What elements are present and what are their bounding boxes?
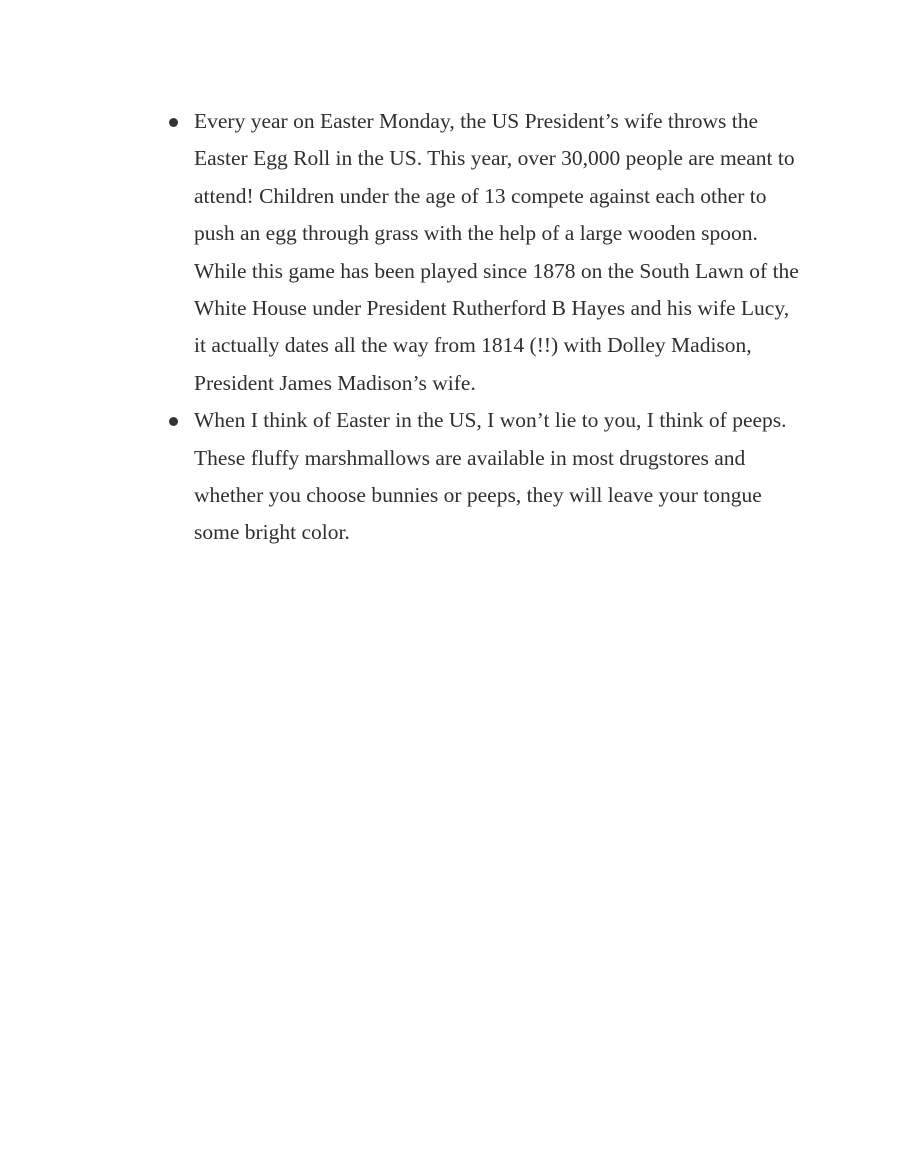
list-item-text: Every year on Easter Monday, the US President’s wife throws the Easter Egg Roll in the US. This year, over 30,000 people are meant to attend! Children under the age of 13 compete against each other to push an egg through grass with the help of a large wooden spoon. While this game has been played since 1878 on the South Lawn of the White House under President Rutherford B Hayes and his wife Lucy, it actually dates all the way from 1814 (!!) with Dolley Madison, President James Madison’s wife.: [194, 109, 799, 395]
list-item: [166, 103, 806, 402]
bullet-icon: [169, 417, 178, 426]
list-item-text: When I think of Easter in the US, I won’t lie to you, I think of peeps. These fluffy marshmallows are available in most drugstores and whether you choose bunnies or peeps, they will leave your tongue some bright color.: [194, 408, 787, 545]
list-item: [166, 402, 806, 552]
bullet-list: [166, 103, 806, 552]
bullet-icon: [169, 118, 178, 127]
